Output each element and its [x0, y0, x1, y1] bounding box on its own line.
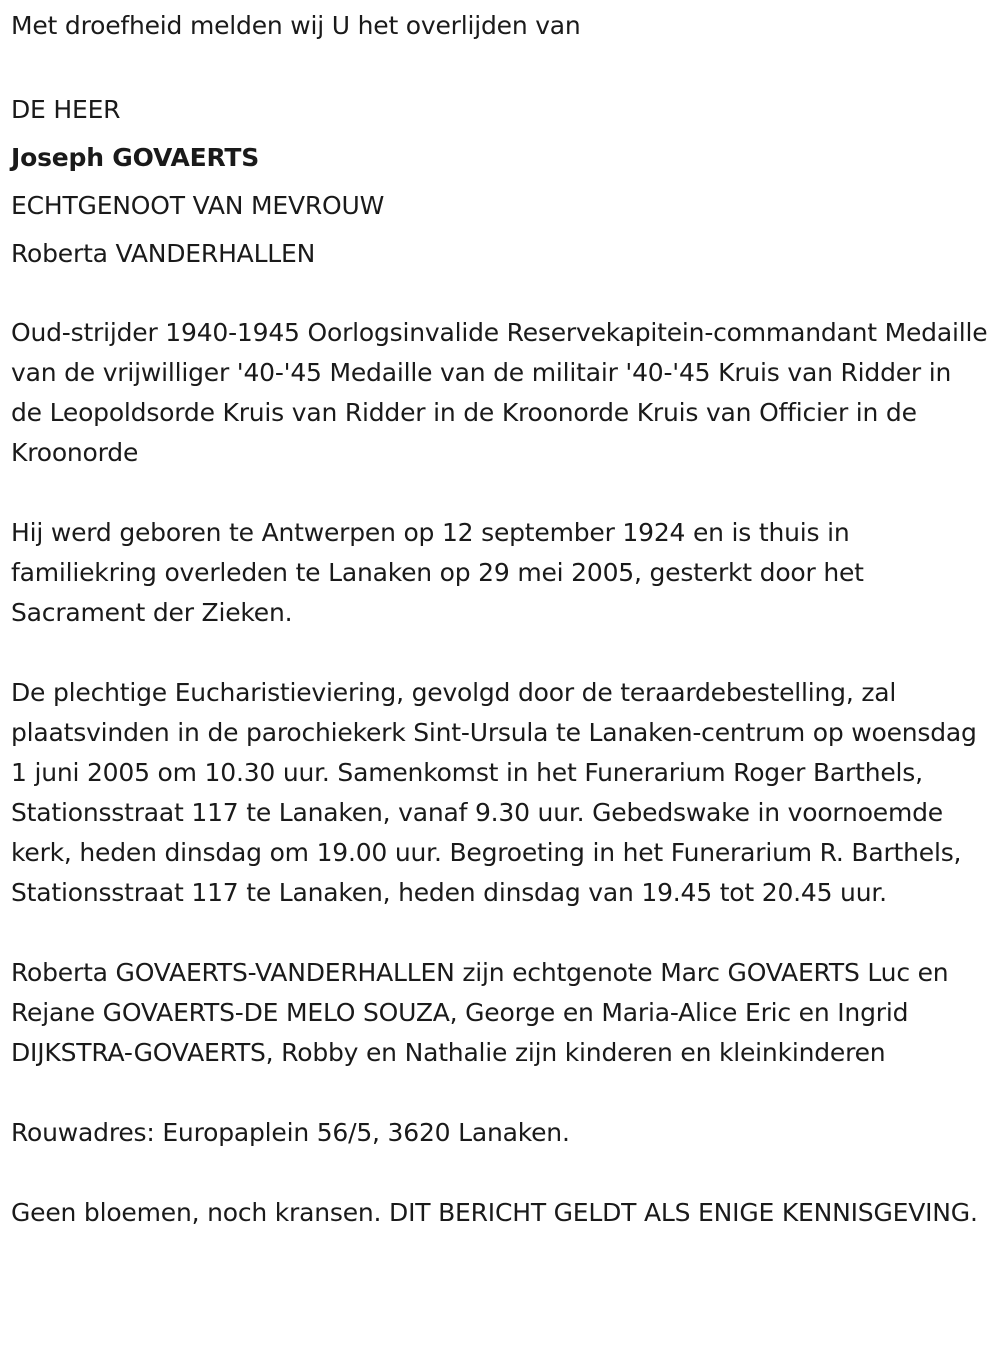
family-paragraph: Roberta GOVAERTS-VANDERHALLEN zijn echtgenote Marc GOVAERTS Luc en Rejane GOVAERTS-DE MELO SOUZA, George en Maria-Alice Eric en Ingrid DIJKSTRA-GOVAERTS, Robby en Nathalie zijn kinderen en kleinkinderen [11, 958, 949, 1067]
ceremony-paragraph: De plechtige Eucharistieviering, gevolgd door de teraardebestelling, zal plaatsvinden in de parochiekerk Sint-Ursula te Lanaken-centrum op woensdag 1 juni 2005 om 10.30 uur. Samenkomst in het Funerarium Roger Barthels, Stationsstraat 117 te Lanaken, vanaf 9.30 uur. Gebedswake in voornoemde kerk, heden dinsdag om 19.00 uur. Begroeting in het Funerarium R. Barthels, Stationsstraat 117 te Lanaken, heden dinsdag van 19.45 tot 20.45 uur. [11, 678, 977, 907]
birth-death-paragraph: Hij werd geboren te Antwerpen op 12 september 1924 en is thuis in familiekring overleden te Lanaken op 29 mei 2005, gesterkt door het Sacrament der Zieken. [11, 518, 864, 627]
spacer [11, 1073, 988, 1113]
address-text: Rouwadres: Europaplein 56/5, 3620 Lanaken. [11, 1118, 570, 1147]
honours-paragraph: Oud-strijder 1940-1945 Oorlogsinvalide Reservekapitein-commandant Medaille van de vrijwilliger '40-'45 Medaille van de militair '40-'45 Kruis van Ridder in de Leopoldsorde Kruis van Ridder in de Kroonorde Kruis van Officier in de Kroonorde [11, 318, 988, 467]
deceased-name: Joseph GOVAERTS [11, 143, 260, 172]
closing-text: Geen bloemen, noch kransen. DIT BERICHT GELDT ALS ENIGE KENNISGEVING. [11, 1198, 978, 1227]
spouse-name: Roberta VANDERHALLEN [11, 239, 316, 268]
relation-text: ECHTGENOOT VAN MEVROUW [11, 191, 385, 220]
spacer [11, 278, 988, 313]
spacer [11, 633, 988, 673]
spacer [11, 473, 988, 513]
spacer [11, 1153, 988, 1193]
intro-text: Met droefheid melden wij U het overlijden van [11, 11, 581, 40]
spacer [11, 913, 988, 953]
spacer [11, 46, 988, 86]
title-text: DE HEER [11, 95, 121, 124]
